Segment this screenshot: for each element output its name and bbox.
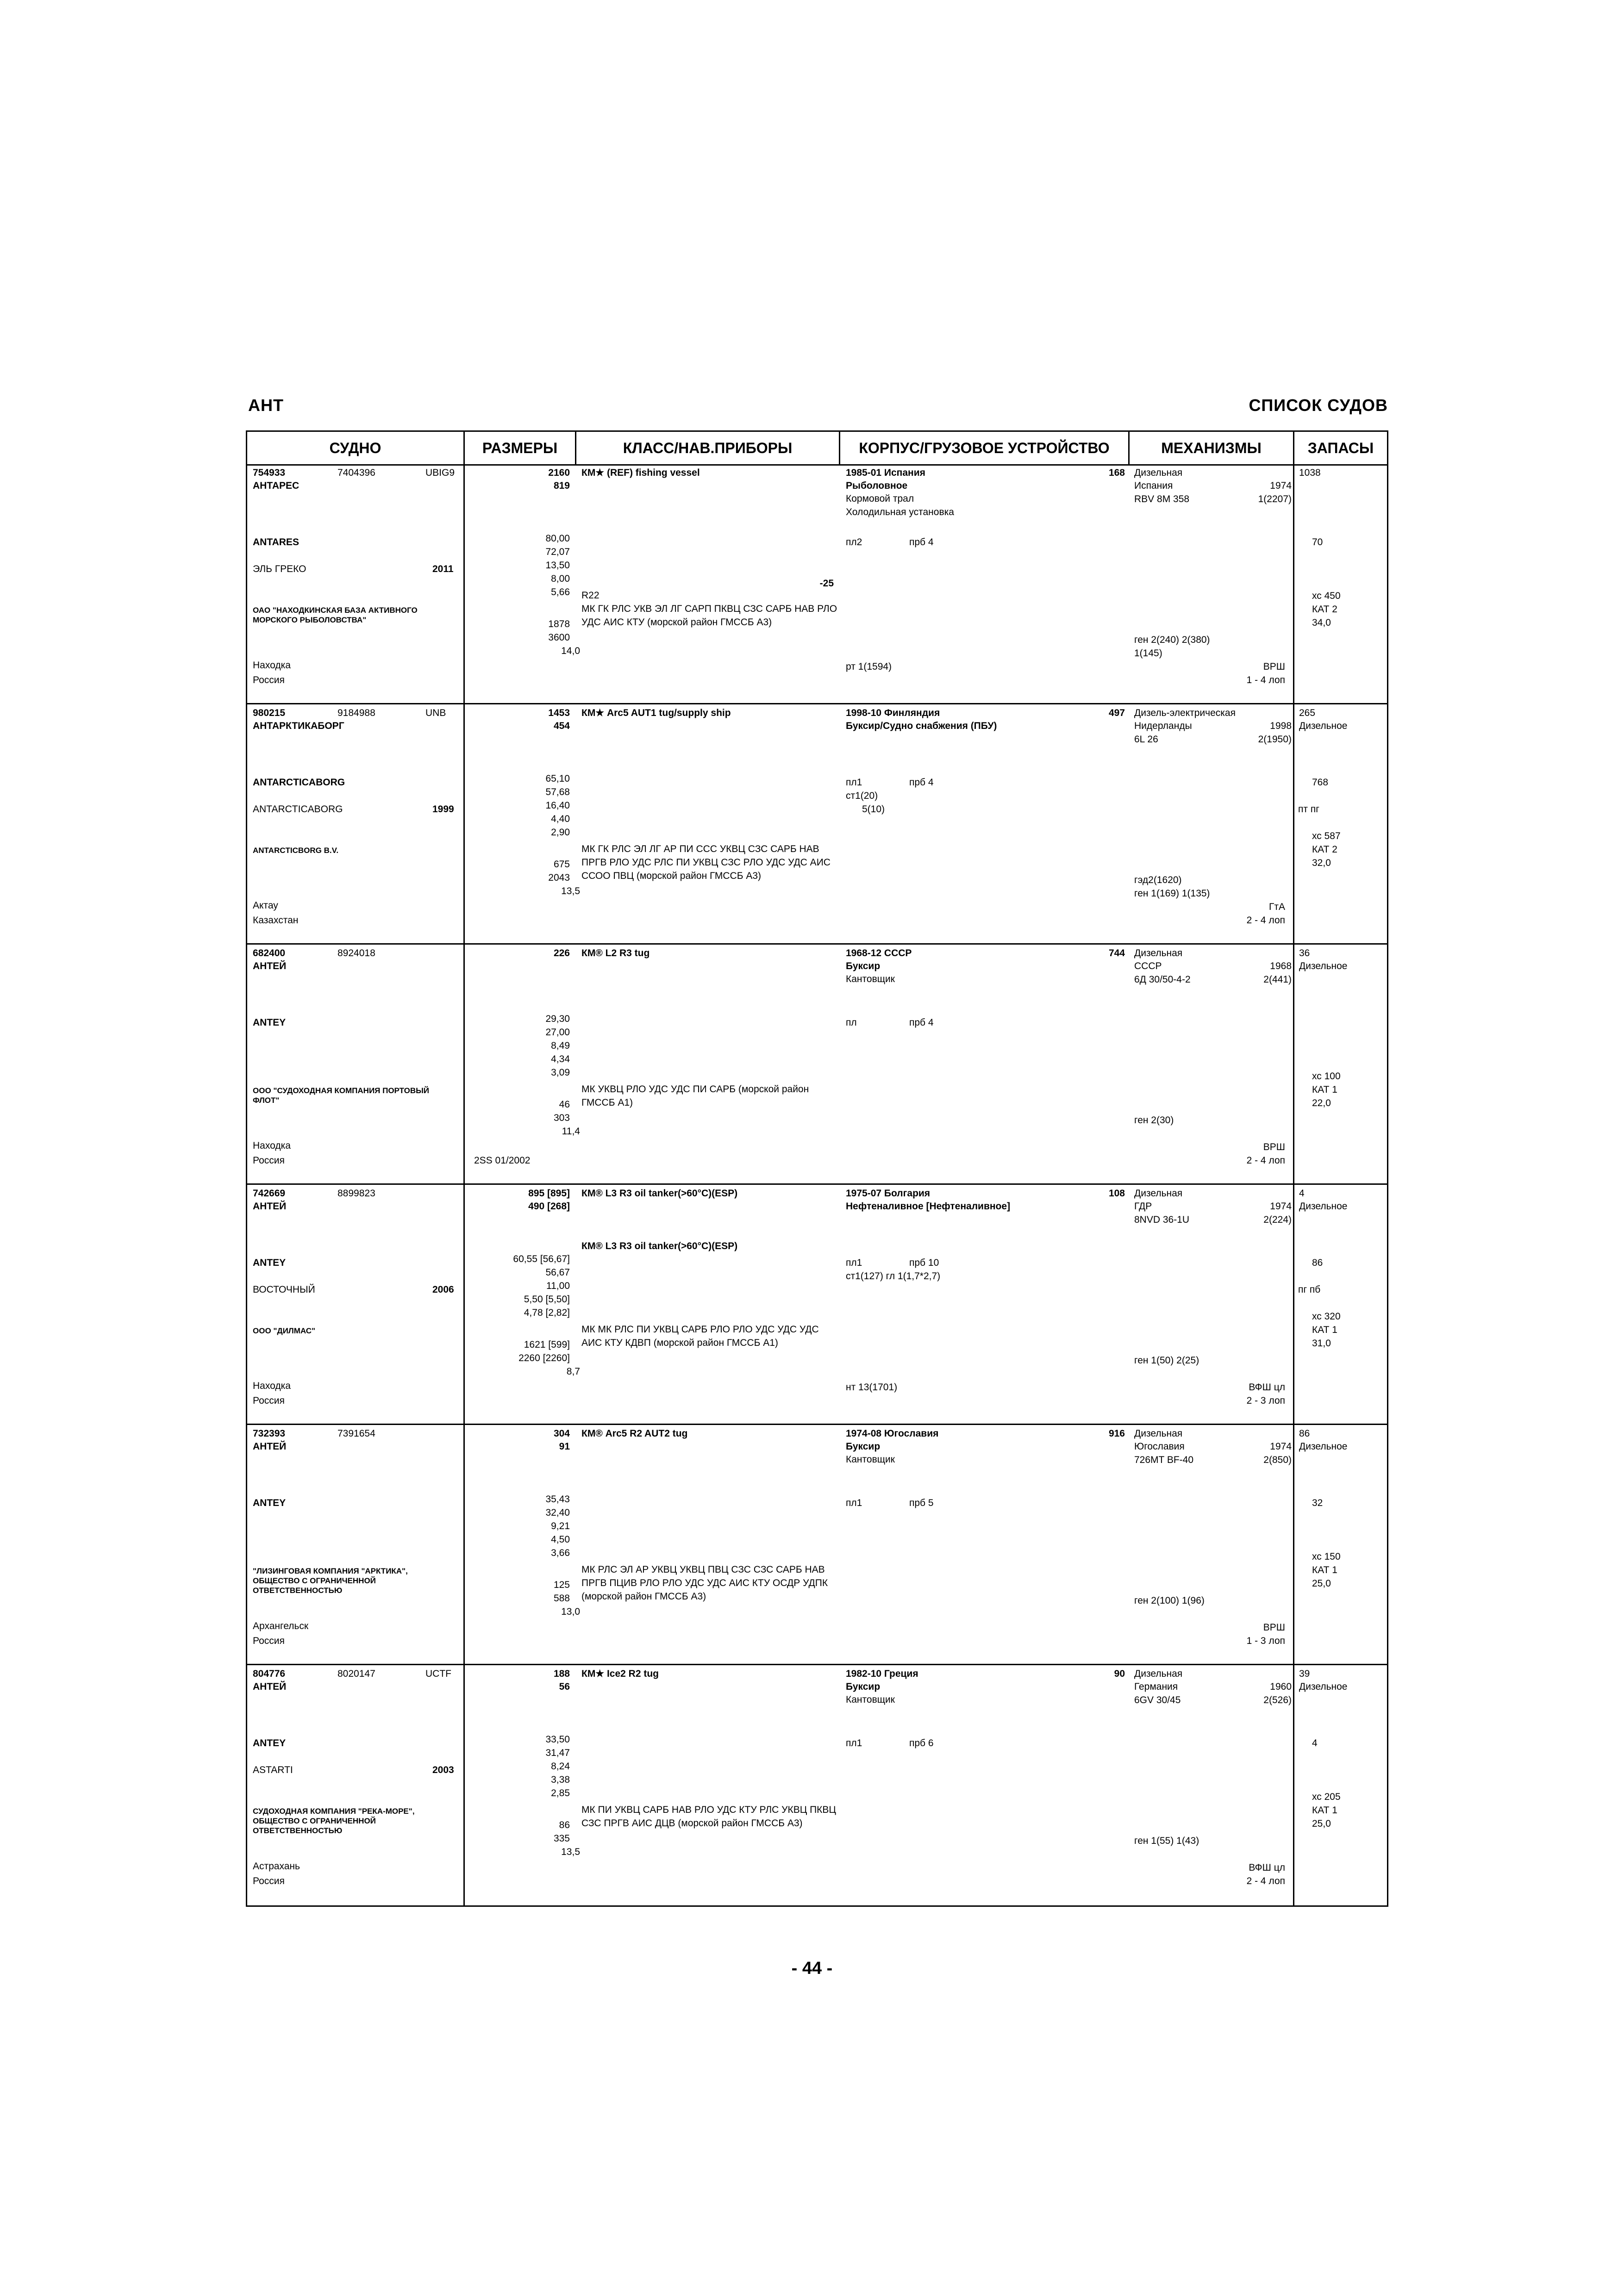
vessel-type: Буксир/Судно снабжения (ПБУ) — [846, 721, 997, 731]
engine-year: 1974 — [1270, 1201, 1292, 1212]
ship-register-table — [246, 430, 1388, 1907]
navigation-equipment: МК УКВЦ РЛО УДС УДС ПИ САРБ (морской район ГМССБ А1) — [581, 1084, 809, 1108]
bulkheads: прб 10 — [909, 1257, 939, 1268]
registry-number: 754933 — [253, 467, 286, 478]
fuel-capacity: 4 — [1299, 1188, 1305, 1199]
column-header-dimensions: РАЗМЕРЫ — [465, 432, 576, 464]
net-tonnage: 819 — [553, 480, 570, 491]
propeller-type: ВФШ цл — [1249, 1862, 1285, 1873]
vessel-name: АНТЕЙ — [253, 1681, 287, 1692]
propeller-blades: 2 - 4 лоп — [1246, 1155, 1285, 1166]
dimension-value: 27,00 — [545, 1027, 570, 1038]
navigation-equipment: МК ПИ УКВЦ САРБ НАВ РЛО УДС КТУ РЛС УКВЦ ПКВЦ СЗС ПРГВ АИС ДЦВ (морской район ГМССБ А3) — [581, 1804, 836, 1829]
crew-info: хс 150 — [1312, 1551, 1341, 1562]
water-capacity: 768 — [1312, 777, 1329, 788]
survey-note: 2SS 01/2002 — [474, 1155, 531, 1166]
page-header-left: АНТ — [248, 396, 284, 415]
vessel-name-latin: ANTARCTICABORG — [253, 777, 345, 788]
dimension-value: 8,24 — [551, 1761, 570, 1772]
engine-model: RBV 8M 358 — [1134, 494, 1190, 504]
dimension-value: 5,50 [5,50] — [524, 1294, 570, 1305]
vessel-record — [247, 945, 1387, 1185]
decks: пл — [846, 1017, 857, 1028]
speed: 13,5 — [561, 886, 580, 896]
class-notation: КМ★ (REF) fishing vessel — [581, 467, 700, 478]
build-date-country: 1982-10 Греция — [846, 1668, 918, 1679]
fuel-capacity: 265 — [1299, 708, 1316, 718]
engine-type: Дизель-электрическая — [1134, 708, 1236, 718]
column-header-hull: КОРПУС/ГРУЗОВОЕ УСТРОЙСТВО — [840, 432, 1130, 464]
generators: ген 2(30) — [1134, 1115, 1174, 1126]
column-header-vessel: СУДНО — [247, 432, 465, 464]
navigation-equipment: МК ГК РЛС УКВ ЭЛ ЛГ САРП ПКВЦ СЗС САРБ НАВ РЛО УДС АИС КТУ (морской район ГМССБ А3) — [581, 604, 837, 628]
fuel-capacity: 39 — [1299, 1668, 1310, 1679]
fuel-capacity: 1038 — [1299, 467, 1321, 478]
owner: ANTARCTICBORG B.V. — [253, 846, 339, 855]
build-date-country: 1998-10 Финляндия — [846, 708, 940, 718]
bulkheads: прб 4 — [909, 777, 934, 788]
crew-info: 22,0 — [1312, 1098, 1331, 1108]
cargo-gear: ст1(20) — [846, 790, 878, 801]
call-sign: UNB — [425, 708, 446, 718]
home-port: Находка — [253, 1381, 291, 1391]
crew-info: хс 205 — [1312, 1792, 1341, 1802]
registry-number: 682400 — [253, 948, 286, 958]
engine-power: 2(1950) — [1258, 734, 1292, 745]
hull-feature: Кантовщик — [846, 974, 895, 984]
flag-country: Россия — [253, 1395, 285, 1406]
class-notation: КМ® Arc5 R2 AUT2 tug — [581, 1428, 688, 1439]
vessel-name-latin: ANTEY — [253, 1498, 286, 1508]
dimension-value: 80,00 — [545, 533, 570, 544]
hull-feature: Кантовщик — [846, 1454, 895, 1465]
dimension-value: 60,55 [56,67] — [513, 1254, 570, 1264]
net-tonnage: 490 [268] — [528, 1201, 570, 1212]
crew-info: КАТ 2 — [1312, 844, 1337, 855]
water-capacity: 86 — [1312, 1257, 1323, 1268]
fuel-type: Дизельное — [1299, 1201, 1348, 1212]
build-date-country: 1985-01 Испания — [846, 467, 925, 478]
former-name-year: 2003 — [432, 1765, 454, 1775]
dimension-value: 9,21 — [551, 1521, 570, 1531]
vessel-name: АНТЕЙ — [253, 961, 287, 971]
class-notation: КМ® L3 R3 oil tanker(>60°C)(ESP) — [581, 1188, 738, 1199]
deadweight: 46 — [559, 1099, 570, 1110]
navigation-equipment: МК ГК РЛС ЭЛ ЛГ АР ПИ ССС УКВЦ СЗС САРБ НАВ ПРГВ РЛО УДС РЛС ПИ УКВЦ СЗС РЛО УДС УДС АИС ССОО ПВЦ (морской район ГМССБ А3) — [581, 844, 831, 881]
owner: ООО "СУДОХОДНАЯ КОМПАНИЯ ПОРТОВЫЙ ФЛОТ" — [253, 1086, 429, 1105]
build-date-country: 1975-07 Болгария — [846, 1188, 931, 1199]
dimension-value: 35,43 — [545, 1494, 570, 1505]
propeller-type: ВРШ — [1263, 1142, 1285, 1152]
crew-info: 31,0 — [1312, 1338, 1331, 1349]
dimension-value: 4,78 [2,82] — [524, 1307, 570, 1318]
propeller-type: ВФШ цл — [1249, 1382, 1285, 1393]
vessel-name-latin: ANTEY — [253, 1257, 286, 1268]
deadweight: 1621 [599] — [524, 1339, 570, 1350]
deadweight: 125 — [553, 1580, 570, 1590]
vessel-name-latin: ANTARES — [253, 537, 299, 548]
crew-info: КАТ 1 — [1312, 1805, 1337, 1816]
imo-number: 8020147 — [337, 1668, 375, 1679]
displacement: 588 — [553, 1593, 570, 1604]
crew-info: хс 100 — [1312, 1071, 1341, 1082]
engine-year: 1974 — [1270, 480, 1292, 491]
dimension-value: 11,00 — [546, 1281, 570, 1291]
vessel-record — [247, 704, 1387, 945]
crew-info: хс 587 — [1312, 831, 1341, 841]
owner: ООО "ДИЛМАС" — [253, 1326, 316, 1335]
vessel-record — [247, 464, 1387, 704]
owner: ОАО "НАХОДКИНСКАЯ БАЗА АКТИВНОГО МОРСКОГО РЫБОЛОВСТВА" — [253, 606, 418, 624]
vessel-name: АНТЕЙ — [253, 1441, 287, 1452]
owner: "ЛИЗИНГОВАЯ КОМПАНИЯ "АРКТИКА", ОБЩЕСТВО С ОГРАНИЧЕННОЙ ОТВЕТСТВЕННОСТЬЮ — [253, 1567, 408, 1595]
decks: пл1 — [846, 1738, 862, 1748]
generators-secondary: 1(145) — [1134, 648, 1162, 659]
bulkheads: прб 4 — [909, 537, 934, 548]
fuel-type: Дизельное — [1299, 721, 1348, 731]
vessel-name: АНТАРЕС — [253, 480, 300, 491]
former-name: ASTARTI — [253, 1765, 293, 1775]
engine-model: 6Д 30/50-4-2 — [1134, 974, 1191, 985]
decks: пл1 — [846, 1498, 862, 1508]
displacement: 303 — [553, 1113, 570, 1123]
page-header-right: СПИСОК СУДОВ — [1249, 396, 1388, 415]
home-port: Архангельск — [253, 1621, 309, 1631]
class-notation: КМ★ Arc5 AUT1 tug/supply ship — [581, 708, 731, 718]
generators: ген 1(55) 1(43) — [1134, 1836, 1199, 1846]
dimension-value: 2,85 — [551, 1788, 570, 1798]
displacement: 335 — [553, 1833, 570, 1844]
hull-number: 90 — [1114, 1668, 1125, 1679]
decks: пл1 — [846, 1257, 862, 1268]
registry-number: 732393 — [253, 1428, 286, 1439]
engine-year: 1998 — [1270, 721, 1292, 731]
cargo-gear: 5(10) — [862, 804, 885, 815]
former-name: ВОСТОЧНЫЙ — [253, 1284, 315, 1295]
engine-country: Испания — [1134, 480, 1173, 491]
fuel-capacity: 86 — [1299, 1428, 1310, 1439]
water-capacity: 4 — [1312, 1738, 1318, 1748]
propeller-blades: 2 - 4 лоп — [1246, 915, 1285, 926]
flag-country: Россия — [253, 1636, 285, 1646]
displacement: 2043 — [548, 872, 570, 883]
dimension-value: 5,66 — [551, 587, 570, 597]
gross-tonnage: 895 [895] — [528, 1188, 570, 1199]
engine-power: 2(224) — [1263, 1214, 1292, 1225]
engine-type: Дизельная — [1134, 467, 1183, 478]
home-port: Астрахань — [253, 1861, 300, 1872]
former-name: ANTARCTICABORG — [253, 804, 343, 815]
home-port: Находка — [253, 1140, 291, 1151]
engine-country: Германия — [1134, 1681, 1178, 1692]
dimension-value: 16,40 — [545, 800, 570, 811]
engine-type: Дизельная — [1134, 1188, 1183, 1199]
speed: 8,7 — [566, 1366, 580, 1377]
propeller-blades: 1 - 4 лоп — [1246, 675, 1285, 685]
gross-tonnage: 188 — [553, 1668, 570, 1679]
gross-tonnage: 1453 — [548, 708, 570, 718]
generators: ген 2(240) 2(380) — [1134, 635, 1210, 645]
hull-structure: нт 13(1701) — [846, 1382, 898, 1393]
dimension-value: 3,66 — [551, 1548, 570, 1558]
dimension-value: 3,38 — [551, 1774, 570, 1785]
registry-number: 804776 — [253, 1668, 286, 1679]
dimension-value: 4,34 — [551, 1054, 570, 1064]
engine-model: 726MT BF-40 — [1134, 1455, 1193, 1465]
speed: 13,5 — [561, 1847, 580, 1857]
generators: гэд2(1620) — [1134, 875, 1182, 885]
imo-number: 7391654 — [337, 1428, 375, 1439]
dimension-value: 13,50 — [545, 560, 570, 571]
dimension-value: 56,67 — [545, 1267, 570, 1278]
hull-number: 744 — [1108, 948, 1125, 958]
registry-number: 980215 — [253, 708, 286, 718]
dimension-value: 33,50 — [545, 1734, 570, 1745]
net-tonnage: 91 — [559, 1441, 570, 1452]
engine-country: СССР — [1134, 961, 1162, 971]
home-port: Актау — [253, 900, 278, 911]
vessel-type: Буксир — [846, 961, 881, 971]
dimension-value: 4,50 — [551, 1534, 570, 1545]
imo-number: 8924018 — [337, 948, 375, 958]
decks: пл1 — [846, 777, 862, 788]
crew-info: КАТ 1 — [1312, 1565, 1337, 1575]
dimension-value: 3,09 — [551, 1067, 570, 1078]
speed: 14,0 — [561, 646, 580, 656]
column-header-class: КЛАСС/НАВ.ПРИБОРЫ — [576, 432, 840, 464]
dimension-value: 4,40 — [551, 814, 570, 824]
vessel-name-latin: ANTEY — [253, 1738, 286, 1748]
deadweight: 86 — [559, 1820, 570, 1830]
min-temperature: -25 — [819, 578, 834, 589]
generators-secondary: ген 1(169) 1(135) — [1134, 888, 1210, 899]
dimension-value: 72,07 — [545, 547, 570, 557]
build-date-country: 1968-12 СССР — [846, 948, 912, 958]
propeller-type: ГтА — [1269, 902, 1285, 912]
call-sign: UCTF — [425, 1668, 451, 1679]
flag-country: Казахстан — [253, 915, 299, 926]
engine-country: Югославия — [1134, 1441, 1185, 1452]
decks: пл2 — [846, 537, 862, 548]
flag-country: Россия — [253, 1155, 285, 1166]
displacement: 3600 — [548, 632, 570, 643]
imo-number: 8899823 — [337, 1188, 375, 1199]
page-number: - 44 - — [791, 1959, 833, 1978]
crew-info: 25,0 — [1312, 1578, 1331, 1589]
bulkheads: прб 4 — [909, 1017, 934, 1028]
hull-number: 916 — [1108, 1428, 1125, 1439]
propeller-type: ВРШ — [1263, 1622, 1285, 1633]
generators: ген 2(100) 1(96) — [1134, 1595, 1205, 1606]
vessel-name: АНТЕЙ — [253, 1201, 287, 1212]
region-note: R22 — [581, 590, 600, 601]
class-notation-secondary: КМ® L3 R3 oil tanker(>60°C)(ESP) — [581, 1241, 738, 1251]
fuel-type: Дизельное — [1299, 1681, 1348, 1692]
crew-info: 34,0 — [1312, 617, 1331, 628]
engine-model: 6L 26 — [1134, 734, 1158, 745]
hull-number: 497 — [1108, 708, 1125, 718]
gross-tonnage: 226 — [553, 948, 570, 958]
imo-number: 7404396 — [337, 467, 375, 478]
propeller-blades: 1 - 3 лоп — [1246, 1636, 1285, 1646]
displacement: 2260 [2260] — [518, 1353, 570, 1363]
engine-year: 1974 — [1270, 1441, 1292, 1452]
dimension-value: 31,47 — [545, 1748, 570, 1758]
speed: 13,0 — [561, 1606, 580, 1617]
speed: 11,4 — [562, 1126, 580, 1137]
crew-info: КАТ 2 — [1312, 604, 1337, 615]
gross-tonnage: 2160 — [548, 467, 570, 478]
bulkheads: прб 6 — [909, 1738, 934, 1748]
propeller-blades: 2 - 4 лоп — [1246, 1876, 1285, 1886]
fuel-capacity: 36 — [1299, 948, 1310, 958]
vessel-record — [247, 1185, 1387, 1425]
engine-country: ГДР — [1134, 1201, 1152, 1212]
cargo-gear: ст1(127) гл 1(1,7*2,7) — [846, 1271, 941, 1282]
dimension-value: 8,00 — [551, 573, 570, 584]
engine-year: 1960 — [1270, 1681, 1292, 1692]
net-tonnage: 454 — [553, 721, 570, 731]
deadweight: 675 — [553, 859, 570, 870]
build-date-country: 1974-08 Югославия — [846, 1428, 939, 1439]
home-port: Находка — [253, 660, 291, 671]
imo-number: 9184988 — [337, 708, 375, 718]
engine-type: Дизельная — [1134, 1428, 1183, 1439]
navigation-equipment: МК МК РЛС ПИ УКВЦ САРБ РЛО РЛО УДС УДС УДС АИС КТУ КДВП (морской район ГМССБ А1) — [581, 1324, 819, 1348]
engine-power: 2(850) — [1263, 1455, 1292, 1465]
column-header-machinery: МЕХАНИЗМЫ — [1130, 432, 1294, 464]
vessel-name: АНТАРКТИКАБОРГ — [253, 721, 344, 731]
generators: ген 1(50) 2(25) — [1134, 1355, 1199, 1366]
dimension-value: 29,30 — [545, 1014, 570, 1024]
dimension-value: 32,40 — [545, 1507, 570, 1518]
engine-power: 1(2207) — [1258, 494, 1292, 504]
vessel-type: Нефтеналивное [Нефтеналивное] — [846, 1201, 1011, 1212]
call-sign: UBIG9 — [425, 467, 455, 478]
engine-country: Нидерланды — [1134, 721, 1192, 731]
hull-feature: Кантовщик — [846, 1694, 895, 1705]
propeller-type: ВРШ — [1263, 661, 1285, 672]
engine-year: 1968 — [1270, 961, 1292, 971]
crew-info: хс 320 — [1312, 1311, 1341, 1322]
navigation-equipment: МК РЛС ЭЛ АР УКВЦ УКВЦ ПВЦ СЗС СЗС САРБ НАВ ПРГВ ПЦИВ РЛО РЛО УДС УДС АИС КТУ ОСДР УДПК (морской район ГМССБ А3) — [581, 1564, 828, 1602]
column-header-stores: ЗАПАСЫ — [1307, 440, 1374, 456]
hull-feature: Холодильная установка — [846, 507, 954, 517]
crew-info: хс 450 — [1312, 591, 1341, 601]
class-notation: КМ★ Ice2 R2 tug — [581, 1668, 659, 1679]
hull-number: 108 — [1108, 1188, 1125, 1199]
class-notation: КМ® L2 R3 tug — [581, 948, 650, 958]
former-name-year: 2006 — [432, 1284, 454, 1295]
dimension-value: 8,49 — [551, 1040, 570, 1051]
engine-type: Дизельная — [1134, 1668, 1183, 1679]
registry-number: 742669 — [253, 1188, 286, 1199]
engine-power: 2(441) — [1263, 974, 1292, 985]
crew-info: КАТ 1 — [1312, 1325, 1337, 1335]
vessel-record — [247, 1425, 1387, 1665]
propeller-blades: 2 - 3 лоп — [1246, 1395, 1285, 1406]
engine-power: 2(526) — [1263, 1695, 1292, 1705]
owner: СУДОХОДНАЯ КОМПАНИЯ "РЕКА-МОРЕ", ОБЩЕСТВО С ОГРАНИЧЕННОЙ ОТВЕТСТВЕННОСТЬЮ — [253, 1807, 415, 1835]
fuel-type: Дизельное — [1299, 961, 1348, 971]
flag-country: Россия — [253, 1876, 285, 1886]
vessel-name-latin: ANTEY — [253, 1017, 286, 1028]
dimension-value: 2,90 — [551, 827, 570, 838]
deadweight: 1878 — [548, 619, 570, 629]
stores-notes: пг пб — [1298, 1284, 1321, 1295]
engine-model: 8NVD 36-1U — [1134, 1214, 1190, 1225]
net-tonnage: 56 — [559, 1681, 570, 1692]
table-header — [247, 432, 1387, 466]
dimension-value: 65,10 — [545, 773, 570, 784]
vessel-record — [247, 1665, 1387, 1905]
crew-info: 32,0 — [1312, 858, 1331, 868]
water-capacity: 32 — [1312, 1498, 1323, 1508]
engine-type: Дизельная — [1134, 948, 1183, 958]
former-name-year: 1999 — [432, 804, 454, 815]
flag-country: Россия — [253, 675, 285, 685]
hull-structure: рт 1(1594) — [846, 661, 892, 672]
water-capacity: 70 — [1312, 537, 1323, 548]
fuel-type: Дизельное — [1299, 1441, 1348, 1452]
engine-model: 6GV 30/45 — [1134, 1695, 1181, 1705]
gross-tonnage: 304 — [553, 1428, 570, 1439]
former-name: ЭЛЬ ГРЕКО — [253, 564, 306, 574]
hull-number: 168 — [1108, 467, 1125, 478]
vessel-type: Рыболовное — [846, 480, 908, 491]
crew-info: КАТ 1 — [1312, 1084, 1337, 1095]
dimension-value: 57,68 — [545, 787, 570, 797]
vessel-type: Буксир — [846, 1441, 881, 1452]
vessel-type: Буксир — [846, 1681, 881, 1692]
former-name-year: 2011 — [432, 564, 454, 574]
crew-info: 25,0 — [1312, 1818, 1331, 1829]
bulkheads: прб 5 — [909, 1498, 934, 1508]
hull-feature: Кормовой трал — [846, 493, 914, 504]
stores-notes: пт пг — [1298, 804, 1319, 815]
